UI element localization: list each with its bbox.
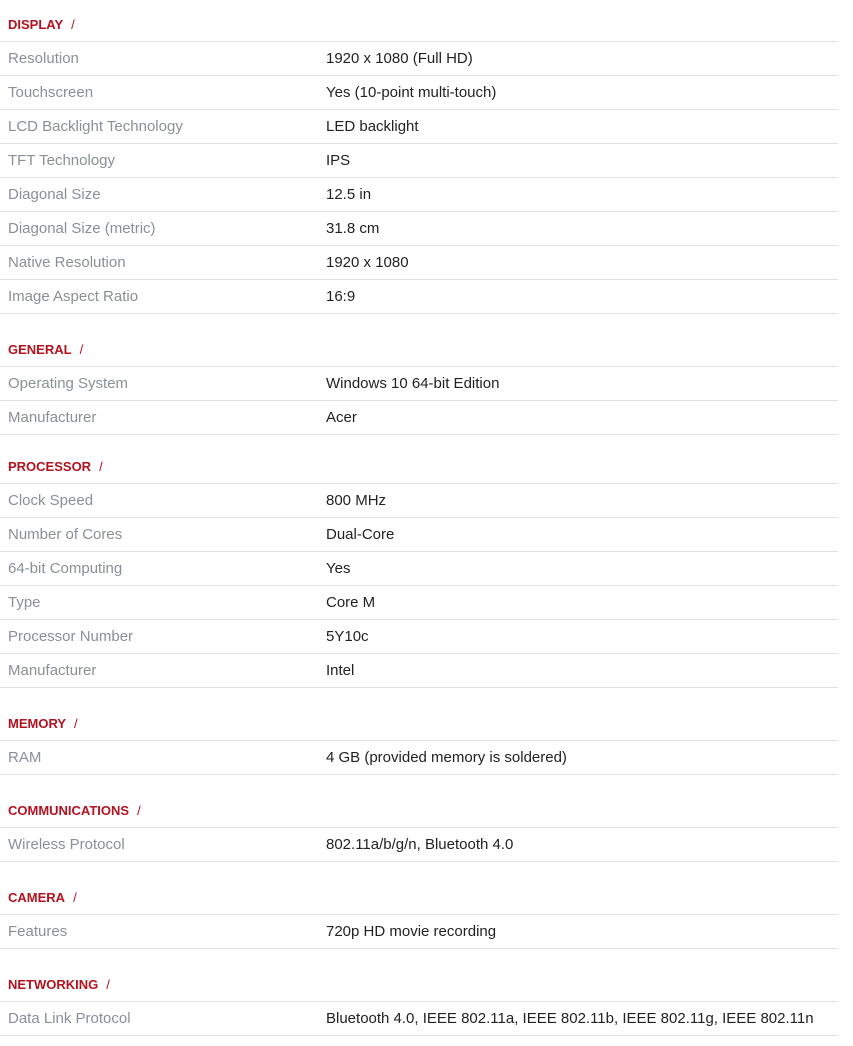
section-header	[0, 333, 838, 367]
spec-row	[0, 76, 838, 110]
spec-value: Dual-Core	[326, 526, 395, 543]
spec-label: Data Link Protocol	[8, 1010, 131, 1027]
section-header	[0, 707, 838, 741]
spec-label: Processor Number	[8, 628, 134, 645]
section-display	[0, 8, 838, 314]
section-title: DISPLAY	[8, 17, 64, 32]
spec-value: 4 GB (provided memory is soldered)	[326, 749, 567, 766]
section-title: GENERAL	[8, 342, 72, 357]
spec-row	[0, 915, 838, 949]
spec-value: 5Y10c	[326, 628, 369, 645]
section-separator: /	[74, 716, 78, 731]
spec-label: Touchscreen	[8, 84, 94, 101]
spec-value: 802.11a/b/g/n, Bluetooth 4.0	[326, 836, 514, 853]
spec-label: Features	[8, 923, 68, 940]
spec-label: Manufacturer	[8, 409, 97, 426]
spec-row	[0, 178, 838, 212]
spec-label: Manufacturer	[8, 662, 97, 679]
spec-row	[0, 144, 838, 178]
spec-label: Operating System	[8, 375, 129, 392]
section-title: NETWORKING	[8, 977, 99, 992]
spec-value: Yes (10-point multi-touch)	[326, 84, 497, 101]
spec-value: Intel	[326, 662, 355, 679]
spec-value: 1920 x 1080 (Full HD)	[326, 50, 473, 67]
spec-label: Diagonal Size	[8, 186, 101, 203]
spec-label: 64-bit Computing	[8, 560, 123, 577]
section-title: MEMORY	[8, 716, 67, 731]
spec-value: 720p HD movie recording	[326, 923, 497, 940]
spec-label: Number of Cores	[8, 526, 123, 543]
section-header	[0, 881, 838, 915]
section-separator: /	[137, 803, 141, 818]
section-separator: /	[71, 17, 75, 32]
section-communications	[0, 794, 838, 862]
section-title: COMMUNICATIONS	[8, 803, 130, 818]
section-networking	[0, 968, 838, 1036]
section-separator: /	[106, 977, 110, 992]
spec-label: Type	[8, 594, 41, 611]
spec-value: 31.8 cm	[326, 220, 380, 237]
spec-row	[0, 401, 838, 435]
spec-value: Yes	[326, 560, 351, 577]
section-header	[0, 794, 838, 828]
section-separator: /	[99, 459, 103, 474]
section-general	[0, 333, 838, 435]
spec-row	[0, 484, 838, 518]
section-header	[0, 968, 838, 1002]
spec-row	[0, 620, 838, 654]
spec-row	[0, 552, 838, 586]
section-header	[0, 8, 838, 42]
spec-value: 16:9	[326, 288, 356, 305]
spec-row	[0, 654, 838, 688]
spec-label: Resolution	[8, 50, 79, 67]
spec-row	[0, 518, 838, 552]
spec-row	[0, 42, 838, 76]
section-title: CAMERA	[8, 890, 66, 905]
section-memory	[0, 707, 838, 775]
spec-row	[0, 212, 838, 246]
spec-row	[0, 741, 838, 775]
spec-row	[0, 110, 838, 144]
spec-label: Image Aspect Ratio	[8, 288, 139, 305]
spec-value: Windows 10 64-bit Edition	[326, 375, 500, 392]
section-separator: /	[73, 890, 77, 905]
spec-label: LCD Backlight Technology	[8, 118, 183, 135]
spec-row	[0, 246, 838, 280]
spec-value: 800 MHz	[326, 492, 387, 509]
spec-row	[0, 280, 838, 314]
spec-label: Diagonal Size (metric)	[8, 220, 156, 237]
spec-row	[0, 1002, 838, 1036]
spec-row	[0, 586, 838, 620]
spec-value: LED backlight	[326, 118, 419, 135]
spec-value: IPS	[326, 152, 351, 169]
spec-value: Core M	[326, 594, 376, 611]
spec-value: 1920 x 1080	[326, 254, 409, 271]
section-separator: /	[79, 342, 84, 357]
spec-value: Acer	[326, 409, 357, 426]
section-camera	[0, 881, 838, 949]
spec-value: Bluetooth 4.0, IEEE 802.11a, IEEE 802.11b, IEEE 802.11g, IEEE 802.11n	[326, 1010, 814, 1027]
spec-label: Native Resolution	[8, 254, 126, 271]
section-header	[0, 450, 838, 484]
spec-label: RAM	[8, 749, 42, 766]
spec-label: Wireless Protocol	[8, 836, 125, 853]
section-processor	[0, 450, 838, 688]
spec-row	[0, 367, 838, 401]
spec-value: 12.5 in	[326, 186, 372, 203]
spec-row	[0, 828, 838, 862]
spec-label: TFT Technology	[8, 152, 115, 169]
section-title: PROCESSOR	[8, 459, 92, 474]
spec-label: Clock Speed	[8, 492, 94, 509]
